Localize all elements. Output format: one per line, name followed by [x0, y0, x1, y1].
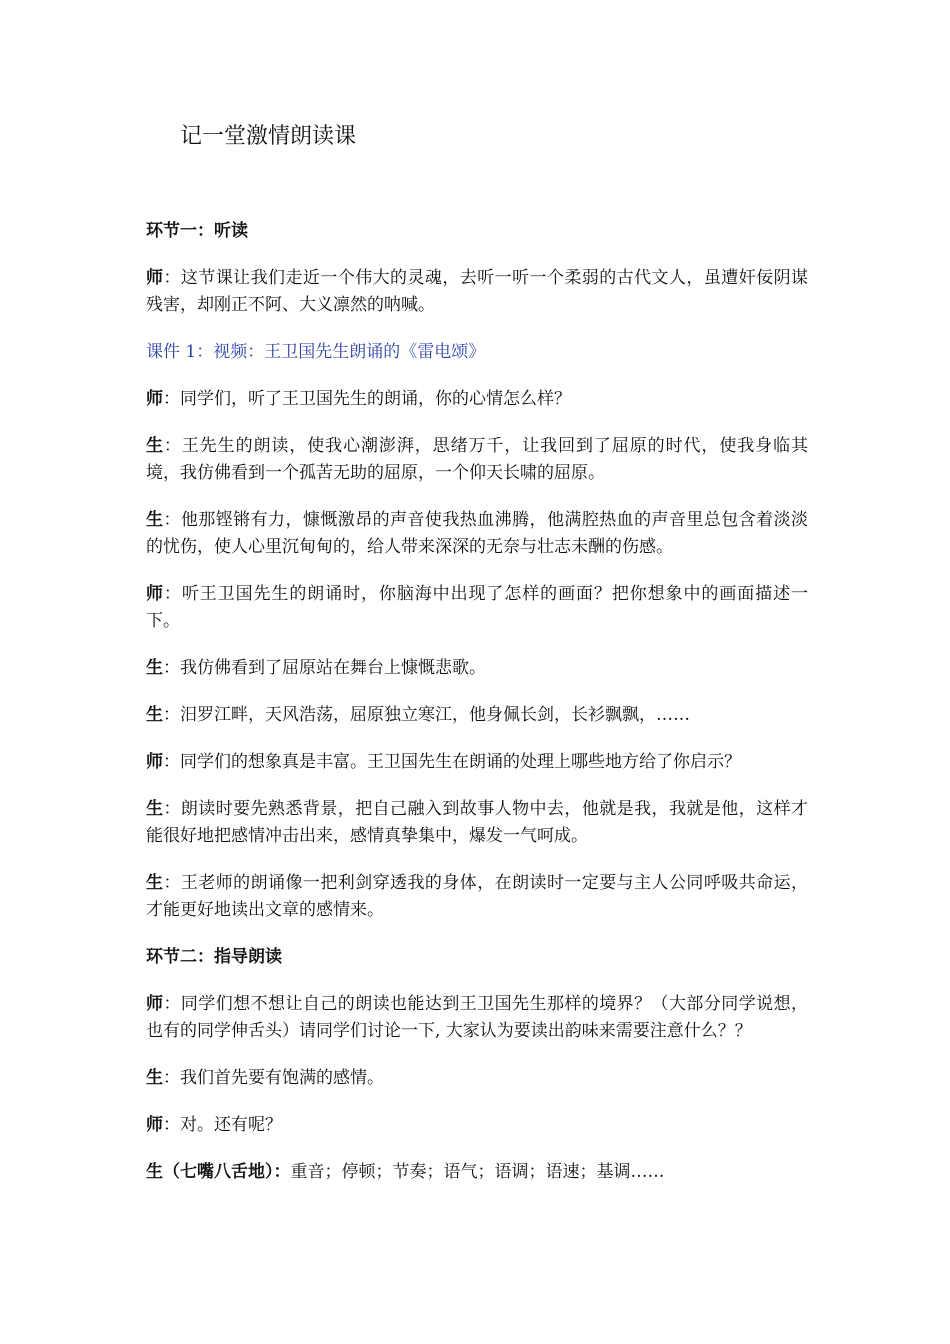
speaker-label: 师: [146, 268, 164, 288]
paragraph: [146, 265, 808, 319]
paragraph-text: ：听王卫国先生的朗诵时，你脑海中出现了怎样的画面？把你想象中的画面描述一下。: [146, 584, 809, 631]
paragraph-text: 重音；停顿；节奏；语气；语调；语速；基调……: [290, 1162, 665, 1182]
paragraph-text: ：同学们的想象真是丰富。王卫国先生在朗诵的处理上哪些地方给了你启示？: [163, 752, 741, 772]
speaker-label: 师: [146, 389, 163, 409]
paragraph-text: ：汨罗江畔，天风浩荡，屈原独立寒江，他身佩长剑，长衫飘飘，……: [163, 705, 690, 725]
speaker-label: 师: [146, 584, 164, 604]
section-heading-1: 环节一：听读: [146, 221, 248, 241]
speaker-label: 师: [146, 1115, 163, 1135]
speaker-label: 师: [146, 994, 164, 1014]
section-heading-2: 环节二：指导朗读: [146, 947, 282, 967]
paragraph-text: ：王老师的朗诵像一把利剑穿透我的身体，在朗读时一定要与主人公同呼吸共命运，才能更好地读出文章的感情来。: [146, 873, 809, 920]
paragraph: [146, 655, 808, 682]
paragraph: [146, 581, 808, 635]
paragraph: [146, 386, 808, 413]
paragraph: [146, 1065, 808, 1092]
paragraph: [146, 433, 808, 487]
speaker-label: 生: [146, 436, 164, 456]
paragraph: [146, 507, 808, 561]
speaker-label: 生: [146, 873, 164, 893]
speaker-label: 生: [146, 510, 164, 530]
paragraph-text: ：我仿佛看到了屈原站在舞台上慷慨悲歌。: [163, 658, 486, 678]
speaker-label: 师: [146, 752, 163, 772]
paragraph-text: ：同学们，听了王卫国先生的朗诵，你的心情怎么样？: [163, 389, 571, 409]
paragraph-text: ：朗读时要先熟悉背景，把自己融入到故事人物中去，他就是我，我就是他，这样才能很好地把感情冲击出来，感情真挚集中，爆发一气呵成。: [146, 799, 809, 846]
courseware-note: 课件 1：视频：王卫国先生朗诵的《雷电颂》: [146, 342, 486, 362]
speaker-label: 生: [146, 658, 163, 678]
paragraph-text: ：我们首先要有饱满的感情。: [163, 1068, 384, 1088]
document-title: 记一堂激情朗读课: [180, 124, 357, 149]
paragraph: [146, 1112, 808, 1139]
speaker-label: 生（七嘴八舌地）：: [146, 1162, 291, 1182]
paragraph-text: ：同学们想不想让自己的朗读也能达到王卫国先生那样的境界？（大部分同学说想，也有的同学伸舌头）请同学们讨论一下, 大家认为要读出韵味来需要注意什么？？: [146, 994, 809, 1041]
paragraph: [146, 991, 808, 1045]
paragraph: [146, 1159, 808, 1186]
paragraph: [146, 702, 808, 729]
paragraph: [146, 749, 808, 776]
paragraph-text: ：这节课让我们走近一个伟大的灵魂，去听一听一个柔弱的古代文人，虽遭奸佞阴谋残害，却刚正不阿、大义凛然的呐喊。: [146, 268, 809, 315]
paragraph-text: ：对。还有呢？: [163, 1115, 282, 1135]
speaker-label: 生: [146, 705, 163, 725]
paragraph: [146, 870, 808, 924]
speaker-label: 生: [146, 799, 164, 819]
speaker-label: 生: [146, 1068, 163, 1088]
document-body: [146, 218, 808, 1206]
paragraph-text: ：他那铿锵有力，慷慨激昂的声音使我热血沸腾，他满腔热血的声音里总包含着淡淡的忧伤，使人心里沉甸甸的，给人带来深深的无奈与壮志未酬的伤感。: [146, 510, 809, 557]
paragraph: [146, 796, 808, 850]
paragraph-text: ：王先生的朗读，使我心潮澎湃，思绪万千，让我回到了屈原的时代，使我身临其境，我仿佛看到一个孤苦无助的屈原，一个仰天长啸的屈原。: [146, 436, 809, 483]
